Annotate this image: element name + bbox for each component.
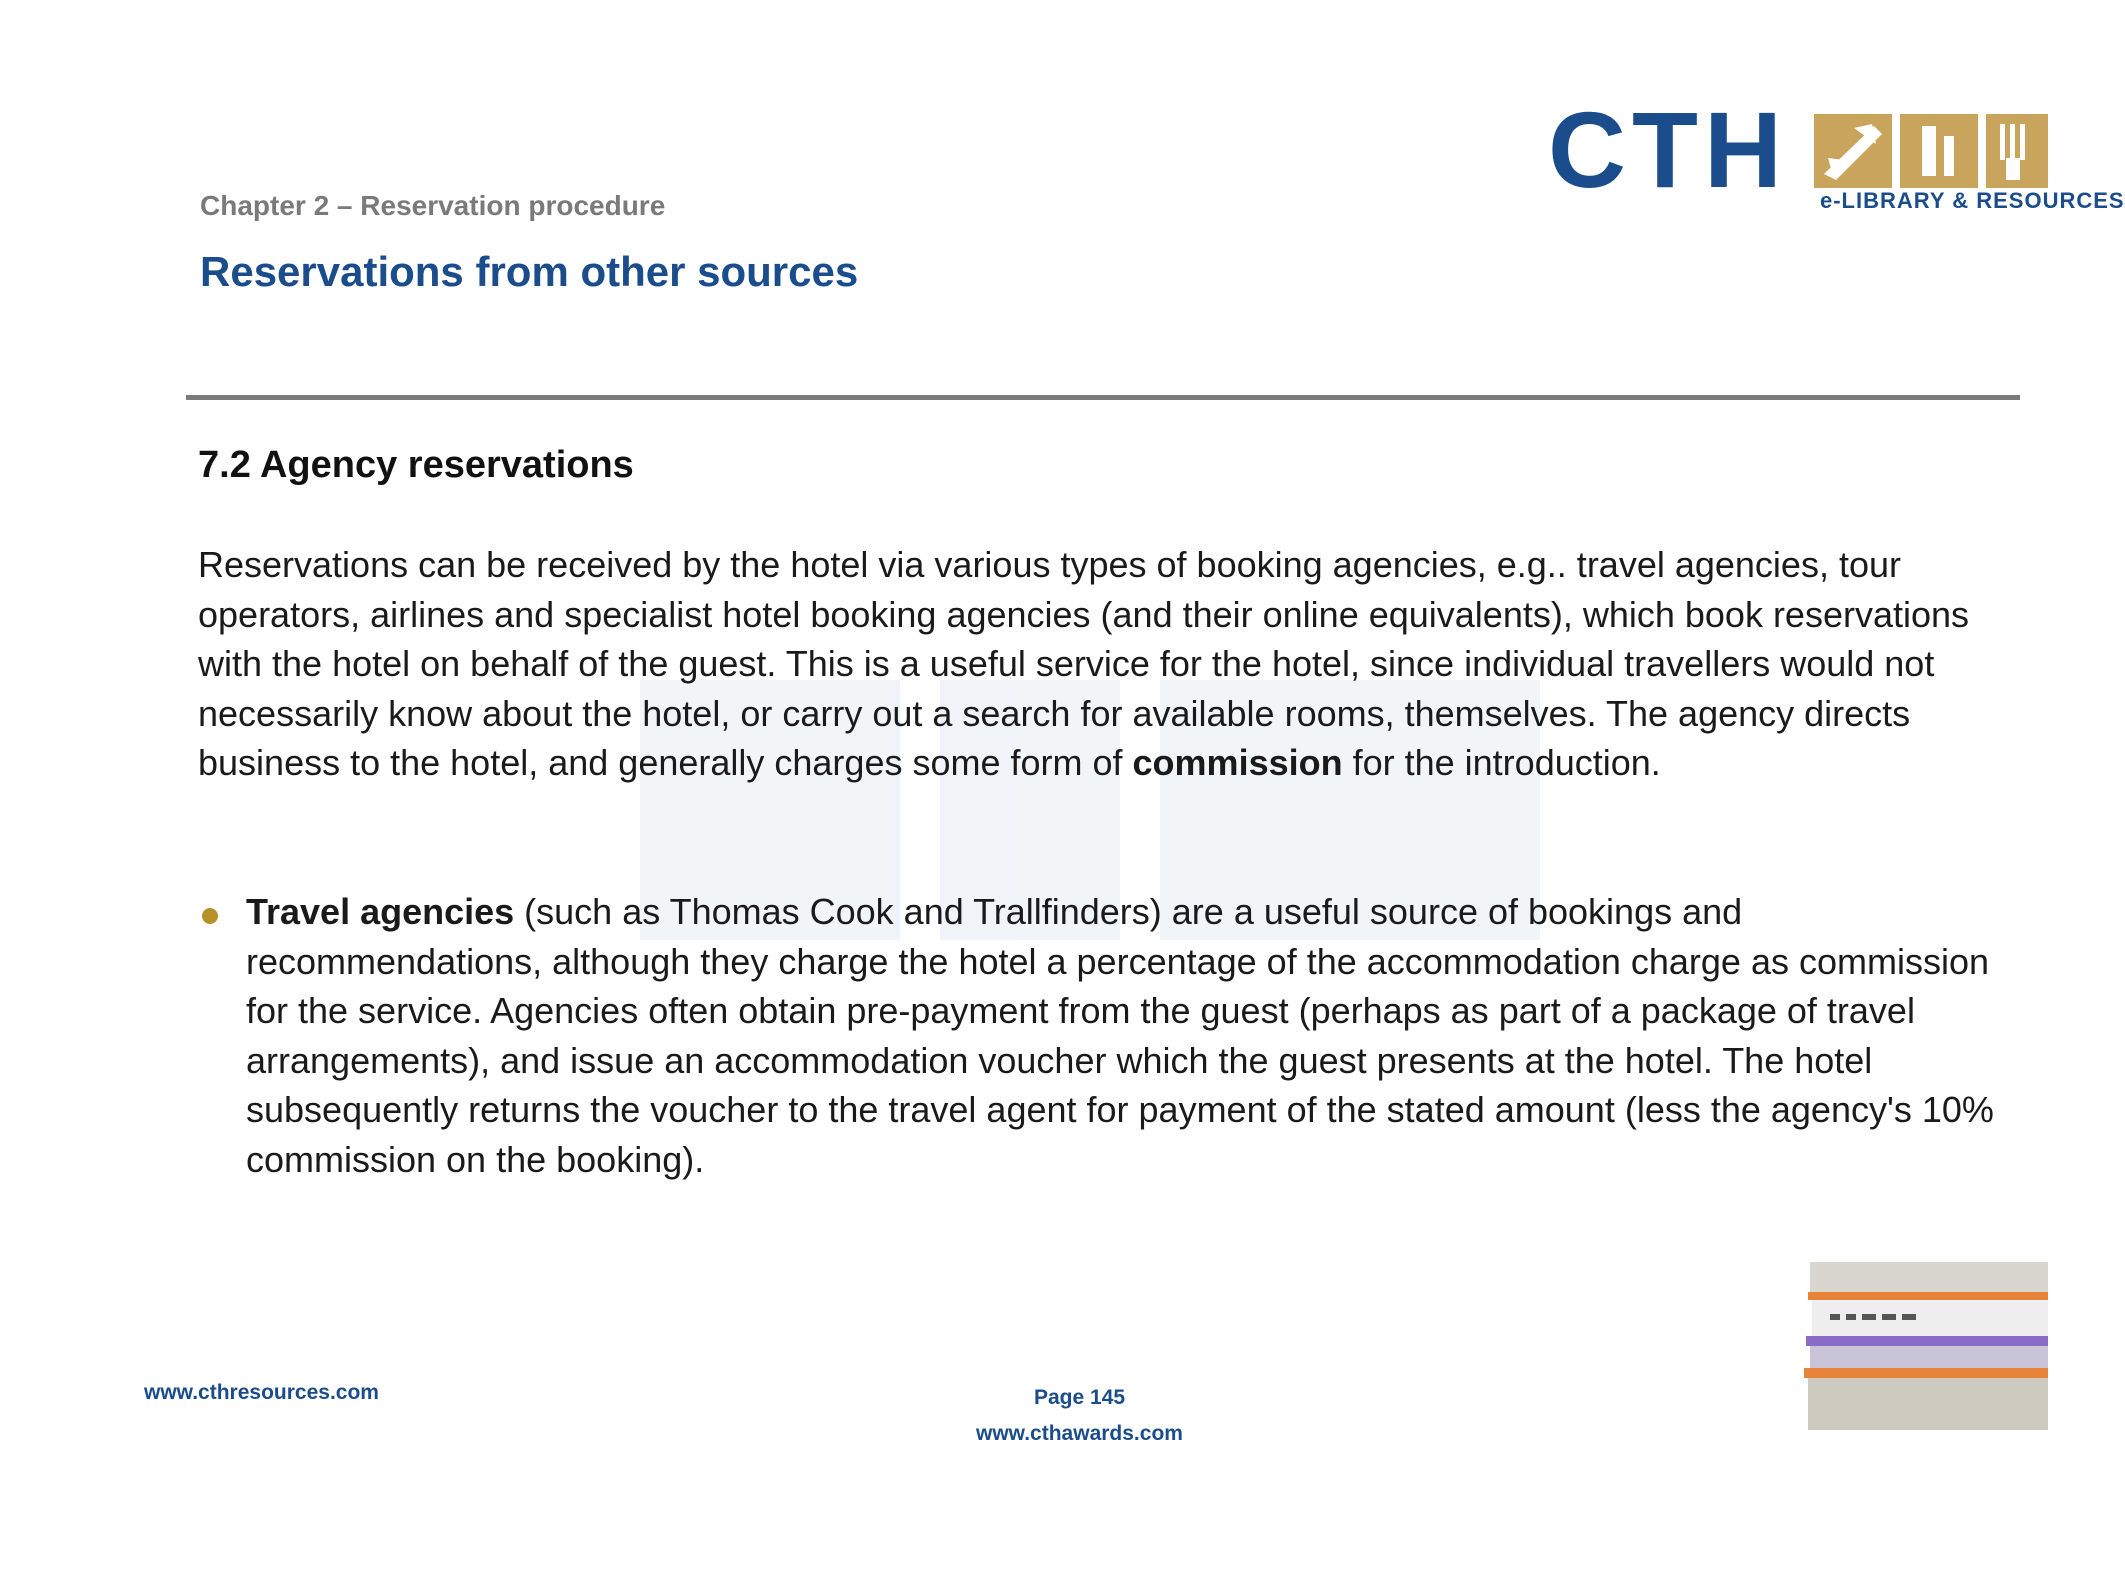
page-title: Reservations from other sources [200, 248, 859, 295]
list-item [198, 887, 1998, 1185]
cth-logo [1548, 89, 2125, 220]
logo-text: CTH [1548, 89, 1788, 210]
books-laptop-image [1800, 1262, 2048, 1432]
section-heading: 7.2 Agency reservations [198, 444, 634, 486]
building-icon [1900, 114, 1978, 188]
paragraph-text-end: for the introduction. [1342, 742, 1661, 784]
footer-link-resources[interactable]: www.cthresources.com [144, 1381, 379, 1404]
logo-subtitle: e-LIBRARY & RESOURCES [1820, 188, 2125, 213]
bullet-icon [202, 908, 218, 924]
bullet-term: Travel agencies [246, 891, 515, 932]
intro-paragraph [198, 540, 1998, 788]
footer-link-awards[interactable]: www.cthawards.com [976, 1422, 1183, 1445]
page-number: Page 145 [1034, 1386, 1126, 1409]
chapter-label: Chapter 2 – Reservation procedure [200, 190, 666, 221]
fork-icon [1986, 114, 2048, 188]
commission-term: commission [1132, 742, 1343, 784]
paragraph-text: Reservations can be received by the hotel via various types of booking agencies, e.g.. travel agencies, tour operators, airlines and specialist hotel booking agencies (and their online equivalents), which book reservations with the hotel on behalf of the guest. This is a useful service for the hotel, since individual travellers would not necessarily know about the hotel, or carry out a search for available rooms, themselves. The agency directs business to the hotel, and generally charges some form of [198, 544, 1970, 784]
bullet-text: (such as Thomas Cook and Trallfinders) are a useful source of bookings and recommendations, although they charge the hotel a percentage of the accommodation charge as commission for the service. Agencies often obtain pre-payment from the guest (perhaps as part of a package of travel arrangements), and issue an accommodation voucher which the guest presents at the hotel. The hotel subsequently returns the voucher to the travel agent for payment of the stated amount (less the agency's 10% commission on the booking). [246, 891, 1994, 1180]
plane-icon [1814, 114, 1892, 188]
header-divider [186, 395, 2020, 400]
